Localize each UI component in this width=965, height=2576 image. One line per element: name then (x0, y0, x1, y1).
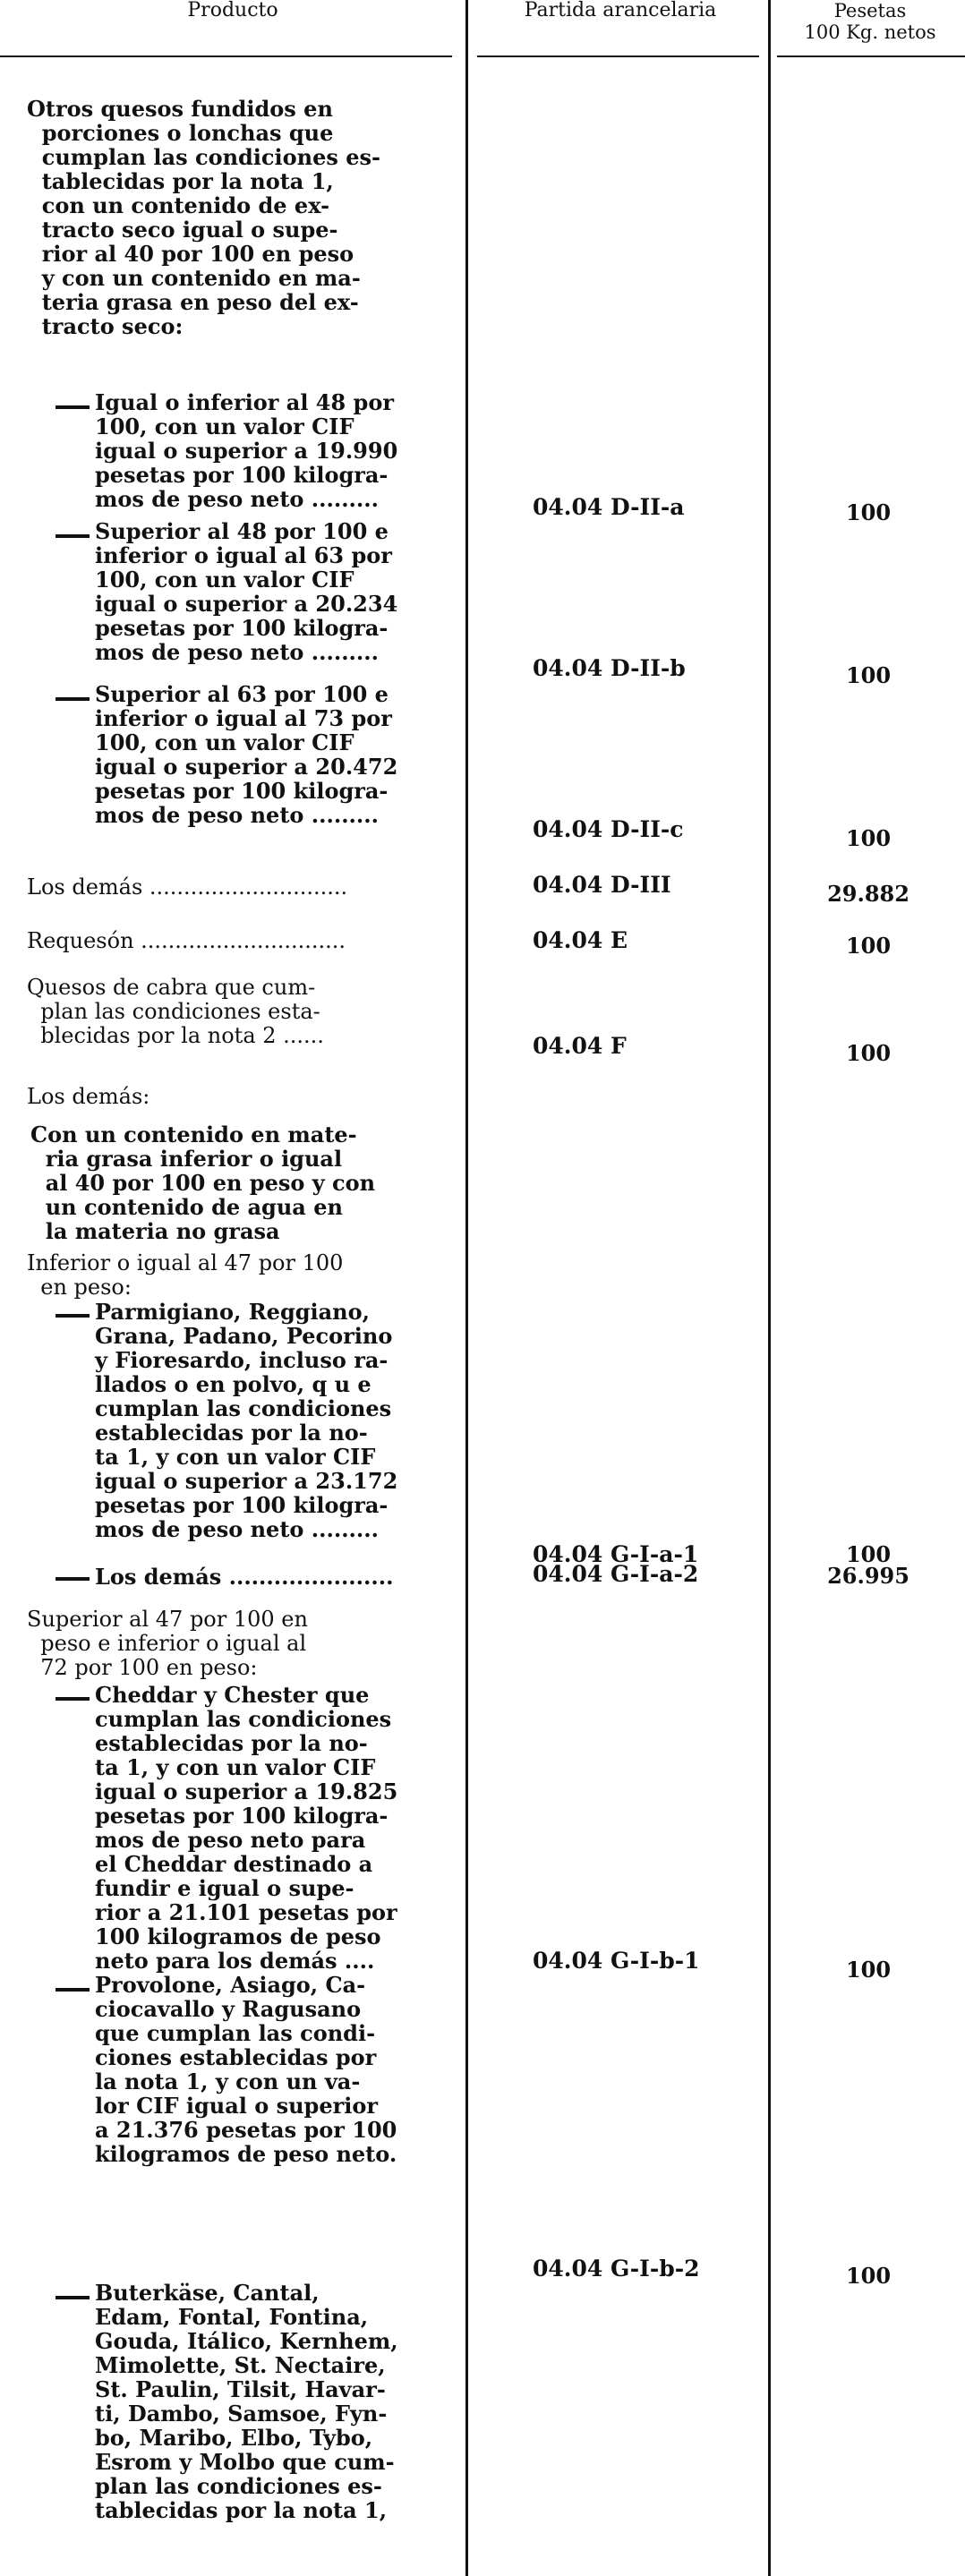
tariff-code: 04.04 G-I-b-2 (533, 2256, 700, 2282)
dash-marker (56, 534, 90, 538)
dash-marker (56, 1577, 90, 1581)
header-partida: Partida arancelaria (524, 0, 717, 21)
duty-value: 100 (845, 499, 892, 525)
tariff-code: 04.04 F (533, 1033, 627, 1059)
duty-value: 26.995 (827, 1563, 909, 1589)
dash-marker (56, 1697, 90, 1701)
tariff-code: 04.04 D-II-c (533, 816, 684, 842)
entry-description: Requesón .............................. (27, 928, 346, 953)
tariff-code: 04.04 D-III (533, 872, 671, 898)
duty-value: 100 (845, 1040, 892, 1066)
header-rule (477, 55, 759, 57)
entry-heading: Superior al 47 por 100 en peso e inferior o igual al 72 por 100 en peso: (27, 1607, 308, 1680)
tariff-code: 04.04 D-II-b (533, 655, 686, 681)
dash-marker (56, 2296, 90, 2299)
dash-marker (56, 697, 90, 701)
entry-description: Provolone, Asiago, Ca- ciocavallo y Ragusano que cumplan las condi- ciones establecidas por la nota 1, y con un va- lor CIF igual o superior a 21.376 pesetas por 100 kilogramos de peso neto. (95, 1972, 397, 2167)
entry-description: Superior al 48 por 100 e inferior o igual al 63 por 100, con un valor CIF igual o superior a 20.234 pesetas por 100 kilogra- mos de peso neto ......... (95, 518, 398, 665)
header-rule (0, 55, 452, 57)
entry-description: Quesos de cabra que cum- plan las condiciones esta- blecidas por la nota 2 ...... (27, 975, 324, 1048)
entry-description: Cheddar y Chester que cumplan las condiciones establecidas por la no- ta 1, y con un valor CIF igual o superior a 19.825 pesetas por 100 kilogra- mos de peso neto para el Cheddar destinado a fundir e igual o supe- rior a 21.101 pesetas por 100 kilogramos de peso neto para los demás .... (95, 1682, 398, 1974)
duty-value: 100 (845, 933, 892, 959)
tariff-code: 04.04 G-I-a-1 (533, 1541, 699, 1567)
header-pesetas-line2: 100 Kg. netos (804, 21, 936, 43)
entry-description: Igual o inferior al 48 por 100, con un valor CIF igual o superior a 19.990 pesetas por 100 kilogra- mos de peso neto ......... (95, 389, 398, 512)
header-pesetas (775, 0, 965, 43)
header-pesetas-line1: Pesetas (833, 0, 907, 21)
dash-marker (56, 1314, 90, 1318)
header-rule (777, 55, 965, 57)
duty-value: 100 (845, 1541, 892, 1567)
column-divider (768, 0, 771, 2576)
dash-marker (56, 405, 90, 409)
entry-heading: Los demás: (27, 1084, 150, 1109)
entry-description: Los demás ...................... (95, 1564, 394, 1590)
duty-value: 100 (845, 662, 892, 688)
tariff-code: 04.04 E (533, 927, 628, 953)
entry-description: Superior al 63 por 100 e inferior o igual al 73 por 100, con un valor CIF igual o superior a 20.472 pesetas por 100 kilogra- mos de peso neto ......... (95, 681, 398, 828)
tariff-code: 04.04 G-I-b-1 (533, 1948, 700, 1974)
entry-heading: Con un contenido en mate- ria grasa inferior o igual al 40 por 100 en peso y con un contenido de agua en la materia no grasa (30, 1122, 376, 1244)
entry-description: Buterkäse, Cantal, Edam, Fontal, Fontina, Gouda, Itálico, Kernhem, Mimolette, St. Nectaire, St. Paulin, Tilsit, Havar- ti, Dambo, Samsoe, Fyn- bo, Maribo, Elbo, Tybo, Esrom y Molbo que cum- plan las condiciones es- tablecidas por la nota 1, (95, 2280, 398, 2523)
tariff-code: 04.04 G-I-a-2 (533, 1561, 699, 1587)
header-producto: Producto (187, 0, 278, 21)
duty-value: 100 (845, 1957, 892, 1983)
entry-description: Otros quesos fundidos en porciones o lonchas que cumplan las condiciones es- tablecidas por la nota 1, con un contenido de ex- tracto seco igual o supe- rior al 40 por 100 en peso y con un contenido en ma- teria grasa en peso del ex- tracto seco: (27, 96, 380, 339)
entry-description: Los demás ............................. (27, 874, 348, 900)
entry-heading: Inferior o igual al 47 por 100 en peso: (27, 1250, 344, 1300)
entry-description: Parmigiano, Reggiano, Grana, Padano, Pecorino y Fioresardo, incluso ra- llados o en polvo, q u e cumplan las condiciones establecidas por la no- ta 1, y con un valor CIF igual o superior a 23.172 pesetas por 100 kilogra- mos de peso neto ......... (95, 1299, 398, 1542)
column-divider (465, 0, 468, 2576)
duty-value: 100 (845, 825, 892, 851)
dash-marker (56, 1988, 90, 1992)
duty-value: 29.882 (827, 881, 909, 907)
tariff-code: 04.04 D-II-a (533, 494, 685, 520)
duty-value: 100 (845, 2263, 892, 2289)
